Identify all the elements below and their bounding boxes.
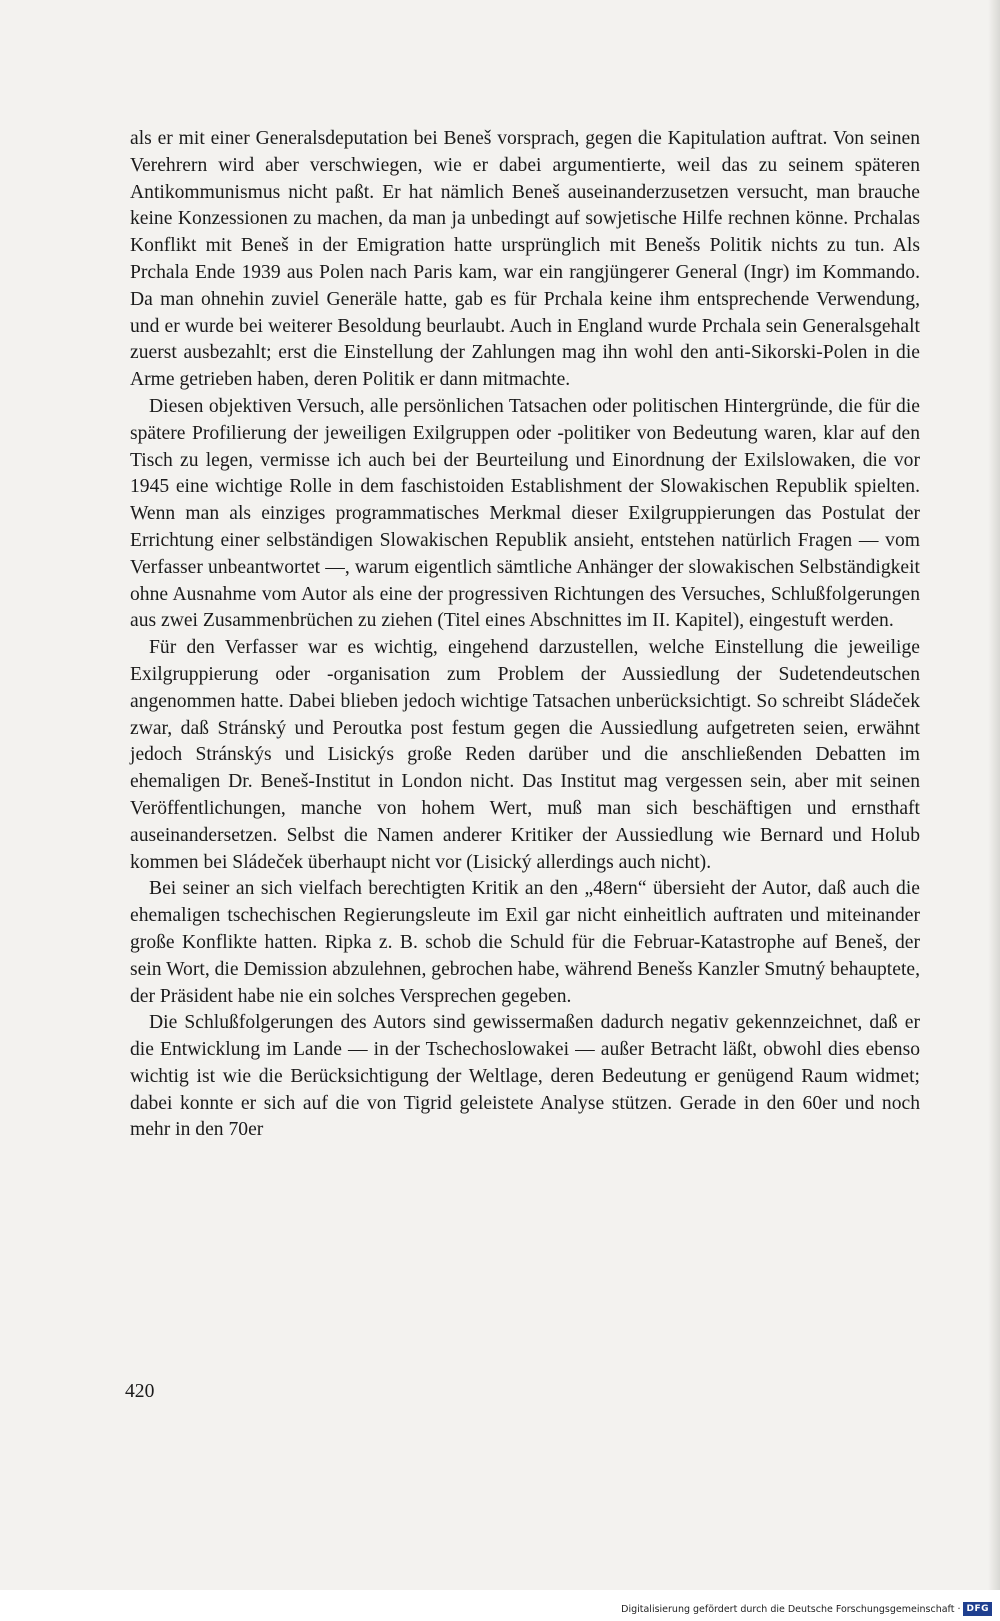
paragraph-4: Bei seiner an sich vielfach berechtigten Kritik an den „48ern“ übersieht der Autor, daß auch die ehemaligen tschechischen Regierungsleute im Exil gar nicht einheitlich auftraten und miteinander große Konflikte hatten. Ripka z. B. schob die Schuld für die Februar-Katastrophe auf Beneš, der sein Wort, die Demission abzulehnen, gebrochen habe, während Benešs Kanzler Smutný behauptete, der Präsident habe nie ein solches Versprechen gegeben. bbox=[130, 878, 920, 1007]
paragraph-5: Die Schlußfolgerungen des Autors sind gewissermaßen dadurch negativ gekennzeichnet, daß er die Entwicklung im Lande — in der Tschechoslowakei — außer Betracht läßt, obwohl dies ebenso wichtig ist wie die Berücksichtigung der Weltlage, deren Bedeutung er genügend Raum widmet; dabei konnte er sich auf die von Tigrid geleistete Analyse stützen. Gerade in den 60er und noch mehr in den 70er bbox=[130, 1012, 920, 1141]
paragraph-1: als er mit einer Generalsdeputation bei Beneš vorsprach, gegen die Kapitulation auftrat. Von seinen Verehrern wird aber verschwiegen, wie er dabei argumentierte, weil das zu seinem späteren Antikommunismus nicht paßt. Er hat nämlich Beneš auseinanderzusetzen versucht, man brauche keine Konzessionen zu machen, da man ja unbedingt auf sowjetische Hilfe rechnen könne. Prchalas Konflikt mit Beneš in der Emigration hatte ursprünglich mit Benešs Politik nichts zu tun. Als Prchala Ende 1939 aus Polen nach Paris kam, war ein rangjüngerer General (Ingr) im Kommando. Da man ohnehin zuviel Generäle hatte, gab es für Prchala keine ihm entsprechende Verwendung, und er wurde bei weiterer Besoldung beurlaubt. Auch in England wurde Prchala sein Generalsgehalt zuerst ausbezahlt; erst die Einstellung der Zahlungen mag ihn wohl den anti-Sikorski-Polen in die Arme getrieben haben, deren Politik er dann mitmachte. bbox=[130, 128, 920, 391]
funding-note: Digitalisierung gefördert durch die Deutsche Forschungsgemeinschaft · bbox=[621, 1603, 961, 1615]
paragraph-2: Diesen objektiven Versuch, alle persönlichen Tatsachen oder politischen Hintergründe, die für die spätere Profilierung der jeweiligen Exilgruppen oder -politiker von Bedeutung waren, klar auf den Tisch zu legen, vermisse ich auch bei der Beurteilung und Einordnung der Exilslowaken, die vor 1945 eine wichtige Rolle in dem faschistoiden Establishment der Slowakischen Republik spielten. Wenn man als einziges programmatisches Merkmal dieser Exilgruppierungen das Postulat der Errichtung einer selbständigen Slowakischen Republik ansieht, entstehen natürlich Fragen — vom Verfasser unbeantwortet —, warum eigentlich sämtliche Anhänger der slowakischen Selbständigkeit ohne Ausnahme vom Autor als eine der progressiven Richtungen des Versuches, Schlußfolgerungen aus zwei Zusammenbrüchen zu ziehen (Titel eines Abschnittes im II. Kapitel), eingestuft werden. bbox=[130, 395, 920, 632]
page-edge-shadow bbox=[988, 0, 1000, 1590]
body-text bbox=[130, 126, 920, 1144]
dfg-logo: DFG bbox=[963, 1602, 992, 1616]
page-number: 420 bbox=[125, 1381, 155, 1402]
paragraph-3: Für den Verfasser war es wichtig, eingehend darzustellen, welche Einstellung die jeweilige Exilgruppierung oder -organisation zum Problem der Aussiedlung der Sudetendeutschen angenommen hatte. Dabei blieben jedoch wichtige Tatsachen unberücksichtigt. So schreibt Sládeček zwar, daß Stránský und Peroutka post festum gegen die Aussiedlung aufgetreten seien, erwähnt jedoch Stránskýs und Lisickýs große Reden darüber und die anschließenden Debatten im ehemaligen Dr. Beneš-Institut in London nicht. Das Institut mag vergessen sein, aber mit seinen Veröffentlichungen, manche von hohem Wert, muß man sich beschäftigen und ernsthaft auseinandersetzen. Selbst die Namen anderer Kritiker der Aussiedlung wie Bernard und Holub kommen bei Sládeček überhaupt nicht vor (Lisický allerdings auch nicht). bbox=[130, 637, 920, 873]
digitization-footer bbox=[621, 1601, 992, 1617]
